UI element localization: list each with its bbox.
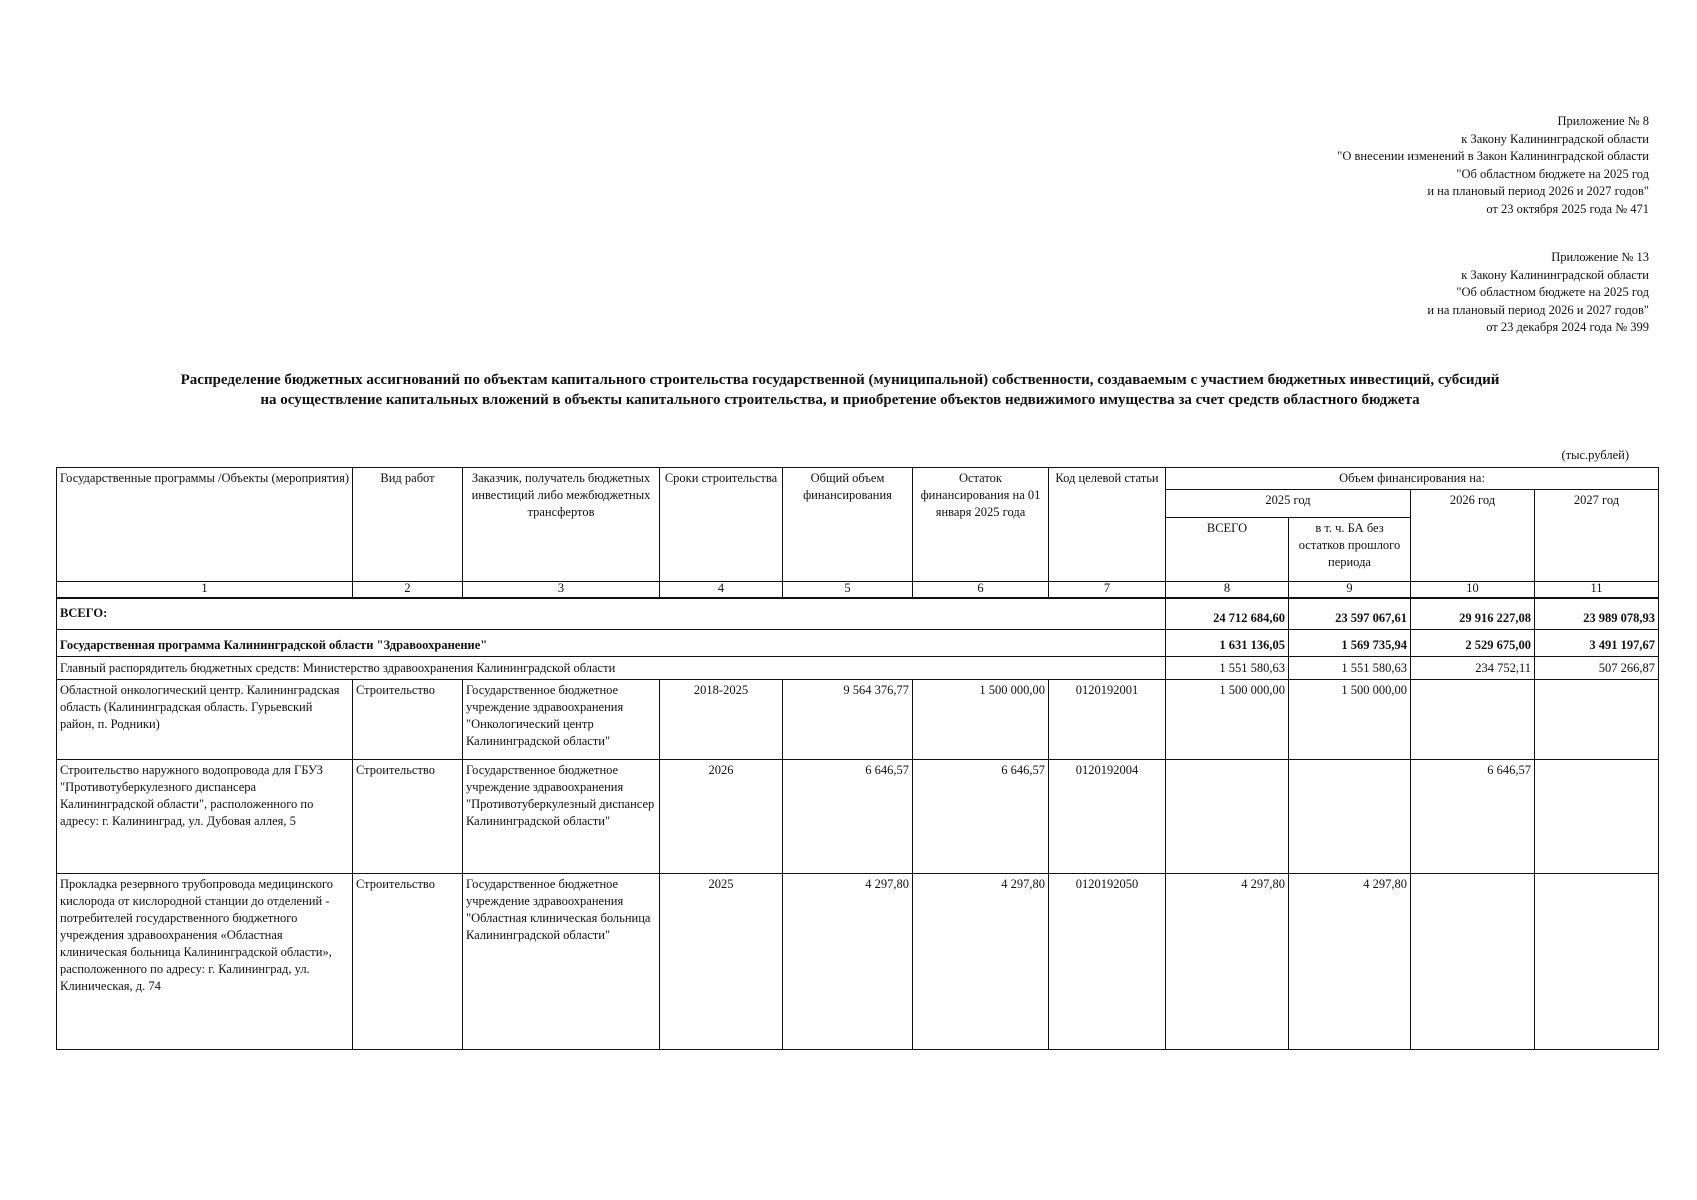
header-work-type: Вид работ <box>353 468 463 582</box>
header-year-2025: 2025 год <box>1166 490 1411 518</box>
column-number: 8 <box>1166 582 1289 598</box>
header-total-volume: Общий объем финансирования <box>783 468 913 582</box>
object-target-code: 0120192001 <box>1049 680 1166 760</box>
appendix-13-line: к Закону Калининградской области <box>1461 267 1649 282</box>
manager-row <box>57 657 1659 680</box>
program-2026: 2 529 675,00 <box>1411 630 1535 657</box>
object-work-type: Строительство <box>353 680 463 760</box>
object-2027 <box>1535 680 1659 760</box>
header-row-1 <box>57 468 1659 490</box>
column-number: 9 <box>1289 582 1411 598</box>
appendix-13-line: Приложение № 13 <box>1551 250 1649 264</box>
object-2025: 4 297,80 <box>1166 874 1289 1050</box>
object-2025-ba: 4 297,80 <box>1289 874 1411 1050</box>
object-name: Строительство наружного водопровода для ГБУЗ "Противотуберкулезного диспансера Калининградской области", расположенного по адресу: г. Калининград, ул. Дубовая аллея, 5 <box>57 760 353 874</box>
object-2025: 1 500 000,00 <box>1166 680 1289 760</box>
object-2025 <box>1166 760 1289 874</box>
header-2025-incl-ba: в т. ч. БА без остатков прошлого периода <box>1289 518 1411 582</box>
column-number: 5 <box>783 582 913 598</box>
object-remainder: 6 646,57 <box>913 760 1049 874</box>
object-remainder: 4 297,80 <box>913 874 1049 1050</box>
title-line-2: на осуществление капитальных вложений в объекты капитального строительства, и приобретение объектов недвижимого имущества за счет средств областного бюджета <box>260 392 1420 408</box>
column-number: 7 <box>1049 582 1166 598</box>
manager-label: Главный распорядитель бюджетных средств: Министерство здравоохранения Калининградской области <box>57 657 1166 680</box>
appendix-8-line: к Закону Калининградской области <box>1461 131 1649 146</box>
total-2025: 24 712 684,60 <box>1166 598 1289 630</box>
manager-2027: 507 266,87 <box>1535 657 1659 680</box>
column-number: 10 <box>1411 582 1535 598</box>
column-number: 4 <box>660 582 783 598</box>
header-terms: Сроки строительства <box>660 468 783 582</box>
column-number: 6 <box>913 582 1049 598</box>
object-2027 <box>1535 760 1659 874</box>
appendix-8-line: "Об областном бюджете на 2025 год <box>1456 166 1649 181</box>
units-label: (тыс.рублей) <box>1561 448 1629 462</box>
object-target-code: 0120192050 <box>1049 874 1166 1050</box>
object-target-code: 0120192004 <box>1049 760 1166 874</box>
total-label: ВСЕГО: <box>57 598 1166 630</box>
object-2027 <box>1535 874 1659 1050</box>
object-2026: 6 646,57 <box>1411 760 1535 874</box>
column-number: 1 <box>57 582 353 598</box>
object-remainder: 1 500 000,00 <box>913 680 1049 760</box>
object-row <box>57 680 1659 760</box>
header-year-2026: 2026 год <box>1411 490 1535 582</box>
program-2025: 1 631 136,05 <box>1166 630 1289 657</box>
appendix-8-line: "О внесении изменений в Закон Калининградской области <box>1337 149 1649 163</box>
object-total-volume: 6 646,57 <box>783 760 913 874</box>
object-terms: 2018-2025 <box>660 680 783 760</box>
appendix-13-line: и на плановый период 2026 и 2027 годов" <box>1427 302 1649 317</box>
header-2025-total: ВСЕГО <box>1166 518 1289 582</box>
header-programs: Государственные программы /Объекты (мероприятия) <box>57 468 353 582</box>
total-2025-ba: 23 597 067,61 <box>1289 598 1411 630</box>
manager-2025-ba: 1 551 580,63 <box>1289 657 1411 680</box>
object-customer: Государственное бюджетное учреждение здравоохранения "Противотуберкулезный диспансер Калининградской области" <box>463 760 660 874</box>
object-name: Прокладка резервного трубопровода медицинского кислорода от кислородной станции до отделений - потребителей государственного бюджетного учреждения здравоохранения «Областная клиническая больница Калининградской области», расположенного по адресу: г. Калининград, ул. Клиническая, д. 74 <box>57 874 353 1050</box>
manager-2026: 234 752,11 <box>1411 657 1535 680</box>
header-remainder: Остаток финансирования на 01 января 2025 года <box>913 468 1049 582</box>
header-year-2027: 2027 год <box>1535 490 1659 582</box>
object-row <box>57 874 1659 1050</box>
total-2026: 29 916 227,08 <box>1411 598 1535 630</box>
header-target-code: Код целевой статьи <box>1049 468 1166 582</box>
title-line-1: Распределение бюджетных ассигнований по объектам капитального строительства государственной (муниципальной) собственности, создаваемым с участием бюджетных инвестиций, субсидий <box>180 372 1500 388</box>
object-terms: 2025 <box>660 874 783 1050</box>
object-terms: 2026 <box>660 760 783 874</box>
object-2025-ba: 1 500 000,00 <box>1289 680 1411 760</box>
program-2025-ba: 1 569 735,94 <box>1289 630 1411 657</box>
object-work-type: Строительство <box>353 760 463 874</box>
appendix-13-line: от 23 декабря 2024 года № 399 <box>1486 320 1649 334</box>
program-2027: 3 491 197,67 <box>1535 630 1659 657</box>
object-total-volume: 4 297,80 <box>783 874 913 1050</box>
column-number: 11 <box>1535 582 1659 598</box>
object-total-volume: 9 564 376,77 <box>783 680 913 760</box>
total-row <box>57 598 1659 630</box>
manager-2025: 1 551 580,63 <box>1166 657 1289 680</box>
object-customer: Государственное бюджетное учреждение здравоохранения "Областная клиническая больница Калининградской области" <box>463 874 660 1050</box>
appendix-13-line: "Об областном бюджете на 2025 год <box>1456 285 1649 299</box>
program-row <box>57 630 1659 657</box>
column-number: 3 <box>463 582 660 598</box>
object-customer: Государственное бюджетное учреждение здравоохранения "Онкологический центр Калининградской области" <box>463 680 660 760</box>
object-name: Областной онкологический центр. Калининградская область (Калининградская область. Гурьевский район, п. Родники) <box>57 680 353 760</box>
object-work-type: Строительство <box>353 874 463 1050</box>
appendix-13-block <box>1427 249 1649 337</box>
appendix-8-block <box>1337 113 1649 218</box>
object-2026 <box>1411 680 1535 760</box>
appendix-8-line: Приложение № 8 <box>1557 114 1649 128</box>
budget-table <box>56 467 1659 1050</box>
object-row <box>57 760 1659 874</box>
object-2025-ba <box>1289 760 1411 874</box>
column-numbers-row <box>57 582 1659 598</box>
document-title <box>60 370 1620 410</box>
program-label: Государственная программа Калининградской области "Здравоохранение" <box>57 630 1166 657</box>
column-number: 2 <box>353 582 463 598</box>
total-2027: 23 989 078,93 <box>1535 598 1659 630</box>
object-2026 <box>1411 874 1535 1050</box>
appendix-8-line: и на плановый период 2026 и 2027 годов" <box>1427 184 1649 198</box>
header-financing: Объем финансирования на: <box>1166 468 1659 490</box>
header-customer: Заказчик, получатель бюджетных инвестиций либо межбюджетных трансфертов <box>463 468 660 582</box>
appendix-8-line: от 23 октября 2025 года № 471 <box>1486 201 1649 216</box>
